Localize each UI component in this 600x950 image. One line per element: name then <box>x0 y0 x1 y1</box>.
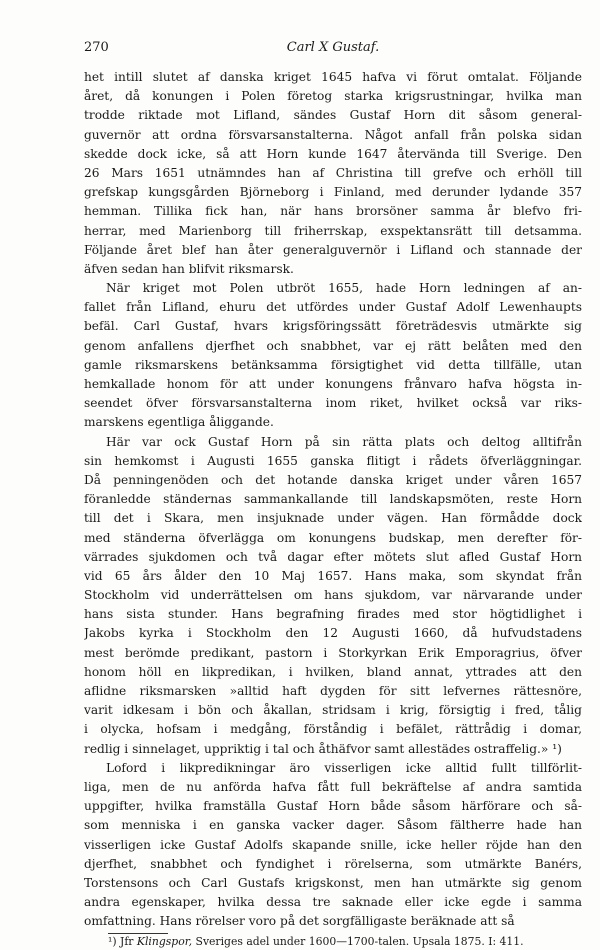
text-line: gamle riksmarskens betänksamma försigtighet vid detta tillfälle, utan <box>84 357 582 372</box>
page-number: 270 <box>84 40 109 55</box>
footnote-marker: ¹) <box>108 935 117 949</box>
text-line: grefskap kungsgården Björneborg i Finland, med derunder lydande 357 <box>84 185 582 200</box>
body-text <box>84 68 582 931</box>
running-title: Carl X Gustaf. <box>286 40 380 55</box>
footnote-author: Klingspor, <box>136 935 193 949</box>
text-line: skedde dock icke, så att Horn kunde 1647 återvända till Sverige. Den <box>84 146 582 161</box>
text-line: aflidne riksmarsken »alltid haft dygden för sitt lefvernes rättesnöre, <box>84 684 582 698</box>
text-line: sin hemkomst i Augusti 1655 ganska flitigt i rådets öfverläggningar. <box>84 453 582 468</box>
paragraph <box>84 279 582 433</box>
text-line: djerfhet, snabbhet och fyndighet i rörelserna, som utmärkte Banérs, <box>84 856 582 871</box>
text-line: När kriget mot Polen utbröt 1655, hade Horn ledningen af an- <box>106 281 582 296</box>
text-line: i olycka, hofsam i medgång, förståndig i befälet, rättrådig i domar, <box>84 722 582 737</box>
text-line: Loford i likpredikningar äro visserligen icke alltid fullt tillförlit- <box>106 760 582 775</box>
page-header <box>84 40 582 60</box>
footnote-prefix: Jfr <box>119 935 137 949</box>
text-line: Stockholm vid underrättelsen om hans sjukdom, var närvarande under <box>84 588 582 603</box>
text-line: omfattning. Hans rörelser voro på det sorgfälligaste beräknade att så <box>84 914 515 929</box>
text-line: seendet öfver försvarsanstalterna inom riket, hvilket också var riks- <box>84 396 582 411</box>
text-line: 26 Mars 1651 utnämndes han af Christina till grefve och erhöll till <box>84 165 582 180</box>
text-line: genom anfallens djerfhet och snabbhet, var ej rätt belåten med den <box>84 338 582 353</box>
text-line: het intill slutet af danska kriget 1645 hafva vi förut omtalat. Följande <box>84 70 582 84</box>
text-line: året, då konungen i Polen företog starka krigsrustningar, hvilka man <box>84 89 582 104</box>
text-line: trodde riktade mot Lifland, sändes Gustaf Horn dit såsom general- <box>84 108 582 123</box>
text-line: befäl. Carl Gustaf, hvars krigsföringssätt företrädesvis utmärkte sig <box>84 319 582 334</box>
paragraph <box>84 433 582 759</box>
text-line: varit idkesam i bön och åkallan, stridsam i krig, försigtig i fred, tålig <box>84 703 582 718</box>
text-line: till det i Skara, men insjuknade under vägen. Han förmådde dock <box>84 511 582 526</box>
text-line: honom höll en likpredikan, i hvilken, bland annat, yttrades att den <box>84 664 582 679</box>
text-line: vid 65 års ålder den 10 Maj 1657. Hans maka, som skyndat från <box>84 568 582 583</box>
text-line: guvernör att ordna försvarsanstalterna. Något anfall från polska sidan <box>84 127 582 142</box>
text-line: andra egenskaper, hvilka dessa tre saknade eller icke egde i samma <box>84 895 582 910</box>
paragraph <box>84 68 582 279</box>
text-line: marskens egentliga åliggande. <box>84 415 274 430</box>
paragraph <box>84 759 582 932</box>
text-line: fallet från Lifland, ehuru det utfördes under Gustaf Adolf Lewenhaupts <box>84 300 582 315</box>
text-line: äfven sedan han blifvit riksmarsk. <box>84 261 294 276</box>
text-line: värrades sjukdomen och två dagar efter mötets slut afled Gustaf Horn <box>84 549 582 564</box>
footnote-rest: Sveriges adel under 1600—1700-talen. Upsala 1875. I: 411. <box>192 935 524 949</box>
text-line: visserligen icke Gustaf Adolfs skapande snille, icke heller röjde han den <box>84 837 582 852</box>
text-line: hemman. Tillika fick han, när hans brorsöner samma år blefvo fri- <box>84 204 582 219</box>
text-line: med ständerna öfverlägga om konungens budskap, men derefter för- <box>84 530 582 545</box>
text-line: Följande året blef han åter generalguvernör i Lifland och stannade der <box>84 242 582 257</box>
page <box>84 40 582 950</box>
text-line: hemkallade honom för att under konungens frånvaro hafva högsta in- <box>84 377 582 391</box>
text-line: redlig i sinnelaget, uppriktig i tal och åthäfvor samt allestädes ostraffelig.» ¹) <box>84 741 562 756</box>
text-line: hans sista stunder. Hans begrafning firades med stor högtidlighet i <box>84 607 582 622</box>
text-line: Torstensons och Carl Gustafs krigskonst, men han utmärkte sig genom <box>84 875 582 890</box>
text-line: som menniska i en ganska vacker dager. Såsom fältherre hade han <box>84 818 582 833</box>
footnote <box>84 934 582 950</box>
text-line: liga, men de nu anförda hafva fått full bekräftelse af andra samtida <box>84 779 582 794</box>
text-line: mest berömde predikant, pastorn i Storkyrkan Erik Emporagrius, öfver <box>84 645 582 660</box>
text-line: uppgifter, hvilka framställa Gustaf Horn både såsom härförare och så- <box>84 799 582 814</box>
text-line: föranledde ständernas sammankallande till landskapsmöten, reste Horn <box>84 492 582 507</box>
text-line: Jakobs kyrka i Stockholm den 12 Augusti 1660, då hufvudstadens <box>84 626 582 641</box>
text-line: Här var ock Gustaf Horn på sin rätta plats och deltog alltifrån <box>106 434 582 449</box>
text-line: herrar, med Marienborg till friherrskap, exspektansrätt till detsamma. <box>84 223 582 238</box>
text-line: Då penningenöden och det hotande danska kriget under våren 1657 <box>84 472 582 487</box>
